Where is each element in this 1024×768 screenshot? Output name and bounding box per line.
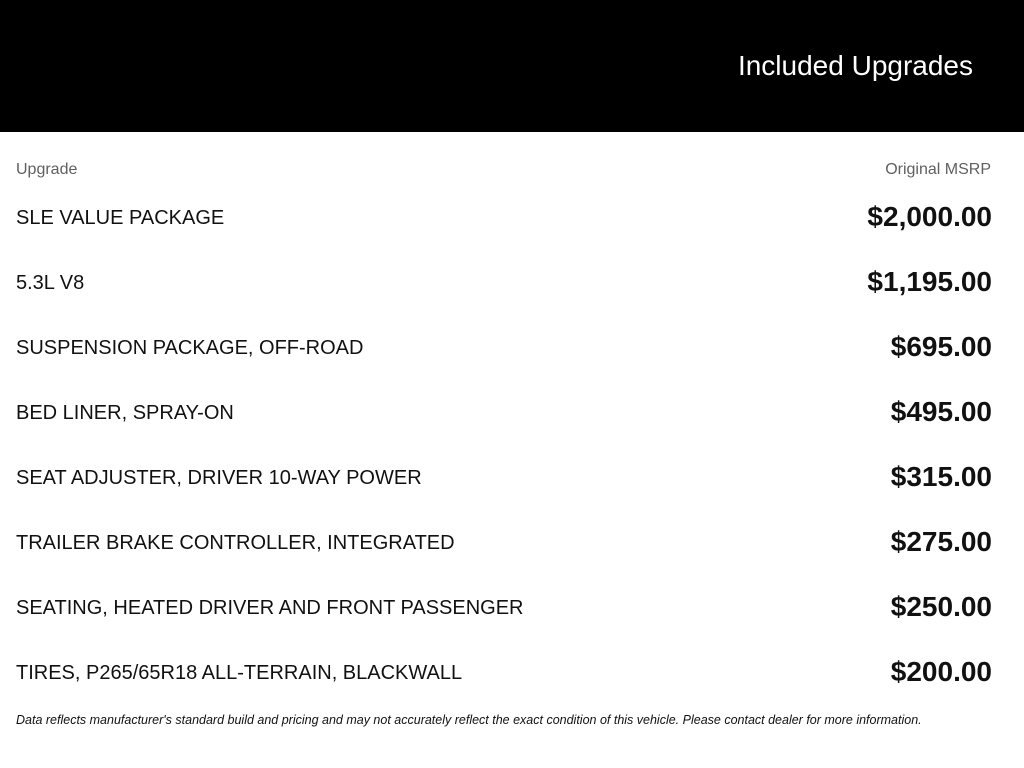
- upgrade-row: [0, 444, 1024, 509]
- upgrade-price: $495.00: [890, 396, 992, 427]
- upgrade-name: SEATING, HEATED DRIVER AND FRONT PASSENGER: [16, 597, 524, 619]
- upgrade-name: SUSPENSION PACKAGE, OFF-ROAD: [16, 337, 364, 359]
- upgrade-price: $200.00: [890, 656, 992, 687]
- upgrade-row: [0, 639, 1024, 704]
- upgrade-name: 5.3L V8: [16, 272, 85, 294]
- upgrades-list: [0, 184, 1024, 704]
- upgrade-name: TRAILER BRAKE CONTROLLER, INTEGRATED: [16, 532, 455, 554]
- page-title: Included Upgrades: [737, 50, 973, 81]
- upgrade-row: [0, 509, 1024, 574]
- upgrade-row: [0, 184, 1024, 249]
- upgrade-row: [0, 314, 1024, 379]
- header-banner: [0, 0, 1024, 132]
- upgrade-price: $2,000.00: [867, 201, 992, 232]
- upgrade-price: $1,195.00: [867, 266, 992, 297]
- upgrade-price: $695.00: [890, 331, 992, 362]
- upgrade-row: [0, 379, 1024, 444]
- disclaimer-text: Data reflects manufacturer's standard build and pricing and may not accurately reflect the exact condition of this vehicle. Please contact dealer for more information.: [16, 713, 922, 727]
- upgrade-name: SEAT ADJUSTER, DRIVER 10-WAY POWER: [16, 467, 422, 489]
- upgrade-name: TIRES, P265/65R18 ALL-TERRAIN, BLACKWALL: [16, 662, 463, 684]
- upgrade-price: $275.00: [890, 526, 992, 557]
- upgrade-price: $250.00: [890, 591, 992, 622]
- upgrade-price: $315.00: [890, 461, 992, 492]
- upgrade-name: SLE VALUE PACKAGE: [16, 207, 225, 229]
- column-header-original-msrp: Original MSRP: [885, 161, 991, 178]
- upgrade-name: BED LINER, SPRAY-ON: [16, 402, 234, 424]
- upgrade-row: [0, 574, 1024, 639]
- upgrade-row: [0, 249, 1024, 314]
- column-header-upgrade: Upgrade: [16, 161, 78, 178]
